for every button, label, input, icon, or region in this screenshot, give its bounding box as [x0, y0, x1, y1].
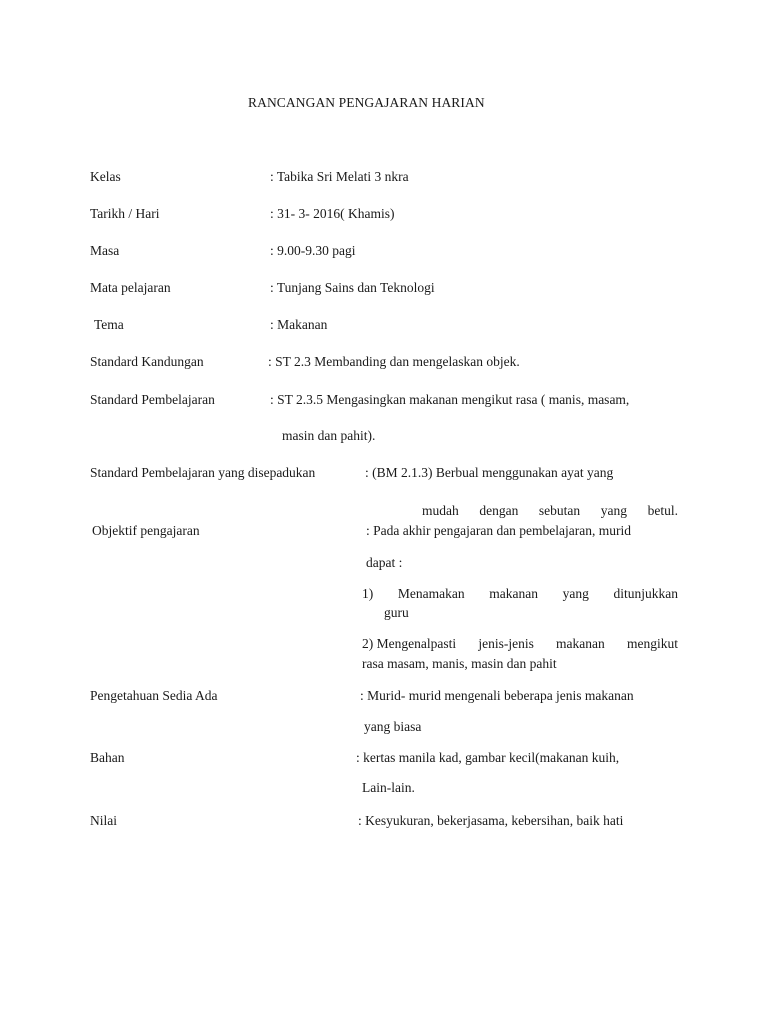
value-mata-pelajaran: : Tunjang Sains dan Teknologi: [270, 280, 435, 295]
label-kelas: Kelas: [90, 169, 121, 184]
value-standard-kandungan: : ST 2.3 Membanding dan mengelaskan objek.: [268, 354, 520, 369]
word: dengan: [479, 503, 519, 518]
label-nilai: Nilai: [90, 813, 117, 828]
word: makanan: [489, 586, 538, 601]
word: yang: [562, 586, 589, 601]
word: betul.: [647, 503, 678, 518]
label-masa: Masa: [90, 243, 120, 258]
objektif-item-1-cont: guru: [384, 605, 409, 620]
word: ditunjukkan: [613, 586, 678, 601]
value-tema: : Makanan: [270, 317, 328, 332]
objektif-item-2: [362, 636, 678, 652]
value-objektif-cont: dapat :: [366, 555, 403, 570]
objektif-item-1: [362, 586, 678, 602]
word: mengikut: [627, 636, 678, 651]
value-masa: : 9.00-9.30 pagi: [270, 243, 356, 258]
value-nilai: : Kesyukuran, bekerjasama, kebersihan, baik hati: [358, 813, 624, 828]
word: mudah: [422, 503, 459, 518]
value-bahan: : kertas manila kad, gambar kecil(makanan kuih,: [356, 750, 620, 765]
value-pengetahuan-cont: yang biasa: [364, 719, 422, 734]
value-standard-pembelajaran-cont: masin dan pahit).: [282, 428, 376, 443]
word: 1): [362, 586, 374, 601]
label-mata-pelajaran: Mata pelajaran: [90, 280, 171, 295]
value-bahan-cont: Lain-lain.: [362, 780, 415, 795]
label-pengetahuan: Pengetahuan Sedia Ada: [90, 688, 218, 703]
value-kelas: : Tabika Sri Melati 3 nkra: [270, 169, 409, 184]
value-sp-disepadukan: : (BM 2.1.3) Berbual menggunakan ayat yang: [365, 465, 614, 480]
objektif-item-2-cont: rasa masam, manis, masin dan pahit: [362, 656, 557, 671]
value-sp-disepadukan-cont: [422, 503, 678, 519]
value-standard-pembelajaran: : ST 2.3.5 Mengasingkan makanan mengikut rasa ( manis, masam,: [270, 392, 630, 407]
value-pengetahuan: : Murid- murid mengenali beberapa jenis makanan: [360, 688, 634, 703]
label-standard-pembelajaran: Standard Pembelajaran: [90, 392, 215, 407]
word: makanan: [556, 636, 605, 651]
word: jenis-jenis: [478, 636, 534, 651]
label-tarikh: Tarikh / Hari: [90, 206, 160, 221]
label-sp-disepadukan: Standard Pembelajaran yang disepadukan: [90, 465, 316, 480]
label-objektif: Objektif pengajaran: [92, 523, 200, 538]
label-bahan: Bahan: [90, 750, 125, 765]
document-title: RANCANGAN PENGAJARAN HARIAN: [248, 95, 485, 110]
word: sebutan: [538, 503, 581, 518]
value-objektif: : Pada akhir pengajaran dan pembelajaran, murid: [366, 523, 632, 538]
label-tema: Tema: [94, 317, 124, 332]
word: 2) Mengenalpasti: [362, 636, 457, 651]
value-tarikh: : 31- 3- 2016( Khamis): [270, 206, 395, 221]
label-standard-kandungan: Standard Kandungan: [90, 354, 204, 369]
word: yang: [600, 503, 628, 518]
word: Menamakan: [397, 586, 465, 601]
